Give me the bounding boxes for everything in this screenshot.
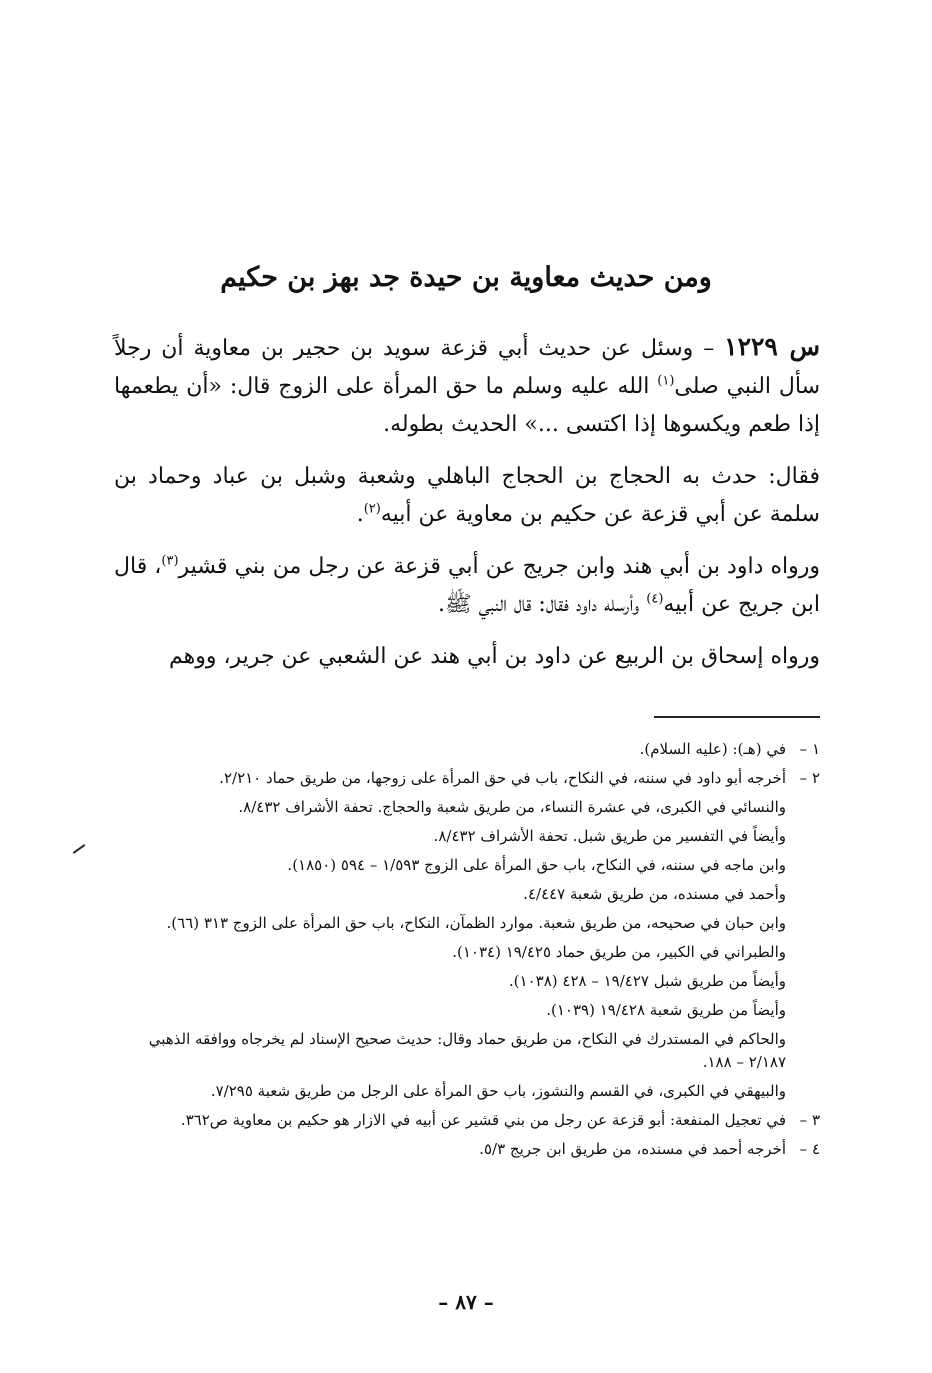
footnote-line: والنسائي في الكبرى، في عشرة النساء، من طريق شعبة والحجاج. تحفة الأشراف ٨/٤٣٢. [238, 798, 786, 816]
footnote-number: ٣ – [799, 1111, 820, 1129]
footnote-line: وابن حبان في صحيحه، من طريق شعبة. موارد الظمآن، النكاح، باب حق المرأة على الزوج ٣١٣ (٦٦). [166, 914, 786, 932]
footnote-line: في (هـ): (عليه السلام). [639, 740, 786, 758]
footnote-2 [114, 767, 820, 1109]
main-text [114, 328, 820, 690]
footnote-body [114, 1138, 786, 1167]
margin-pen-mark [73, 844, 86, 854]
footnote-3 [114, 1109, 820, 1138]
continuation-paragraph: ورواه إسحاق بن الربيع عن داود بن أبي هند عن الشعبي عن جرير، ووهم [168, 644, 820, 669]
footnotes [114, 738, 820, 1167]
footnote-ref: (٢) [363, 501, 381, 517]
footnote-line: والطبراني في الكبير، من طريق حماد ١٩/٤٢٥ (١٠٣٤). [452, 943, 786, 961]
footnote-line: في تعجيل المنفعة: أبو قزعة عن رجل من بني قشير عن أبيه في الازار هو حكيم بن معاوية ص٣٦٢. [180, 1111, 786, 1129]
footnote-line: أخرجه أحمد في مسنده، من طريق ابن جريج ٥/٣. [479, 1140, 786, 1158]
footnote-body [114, 738, 786, 767]
narration-paragraph [114, 548, 820, 624]
section-title: ومن حديث معاوية بن حيدة جد بهز بن حكيم [220, 262, 712, 293]
footnote-ref: (٣) [161, 553, 179, 569]
footnote-line: والحاكم في المستدرك في النكاح، من طريق حماد وقال: حديث صحيح الإسناد لم يخرجاه ووافقه الذهبي ٢/١٨٧ – ١٨٨. [148, 1030, 786, 1071]
answer-text-part: فقال: حدث به الحجاج بن الحجاج الباهلي وشعبة وشبل بن عباد وحماد بن سلمة عن أبي قزعة عن حكيم بن معاوية عن أبيه [114, 464, 820, 527]
page-number: – ٨٧ – [438, 1290, 494, 1314]
answer-text-part: . [356, 502, 364, 527]
footnote-body [114, 767, 786, 1109]
footnote-line: والبيهقي في الكبرى، في القسم والنشوز، باب حق المرأة على الرجل من طريق شعبة ٧/٢٩٥. [210, 1082, 786, 1100]
footnote-1 [114, 738, 820, 767]
narration-text-part: ، قال ابن جريج عن أبيه [114, 554, 820, 617]
footnote-4 [114, 1138, 820, 1167]
footnote-line: وأيضاً من طريق شعبة ١٩/٤٢٨ (١٠٣٩). [546, 1001, 786, 1019]
narration-text-part: وأرسله داود فقال: قال النبي ﷺ. [438, 592, 647, 617]
footnote-line: وأيضاً من طريق شبل ١٩/٤٢٧ – ٤٢٨ (١٠٣٨). [508, 972, 786, 990]
footnote-number: ١ – [799, 740, 820, 758]
footnote-line: وابن ماجه في سننه، في النكاح، باب حق المرأة على الزوج ١/٥٩٣ – ٥٩٤ (١٨٥٠). [287, 856, 786, 874]
question-text-part: – وسئل عن حديث أبي قزعة سويد بن حجير بن معاوية أن رجلاً سأل النبي صلى [114, 336, 820, 399]
question-text-part: الله عليه وسلم ما حق المرأة على الزوج قال: «أن يطعمها إذا طعم ويكسوها إذا اكتسى ...» الحديث بطوله. [114, 374, 820, 437]
footnote-number: ٢ – [799, 769, 820, 787]
footnote-ref: (١) [657, 373, 675, 389]
footnote-line: وأيضاً في التفسير من طريق شبل. تحفة الأشراف ٨/٤٣٢. [433, 827, 786, 845]
answer-paragraph [114, 458, 820, 534]
footnote-body [114, 1109, 786, 1138]
footnote-ref: (٤) [646, 591, 664, 607]
question-number: س ١٢٢٩ [724, 332, 820, 361]
footnote-line: أخرجه أبو داود في سننه، في النكاح، باب في حق المرأة على زوجها، من طريق حماد ٢/٢١٠. [219, 769, 786, 787]
narration-text-part: ورواه داود بن أبي هند وابن جريج عن أبي قزعة عن رجل من بني قشير [178, 554, 820, 579]
footnote-separator [654, 716, 820, 718]
footnote-line: وأحمد في مسنده، من طريق شعبة ٤/٤٤٧. [523, 885, 786, 903]
footnote-number: ٤ – [799, 1140, 820, 1158]
question-paragraph [114, 328, 820, 444]
